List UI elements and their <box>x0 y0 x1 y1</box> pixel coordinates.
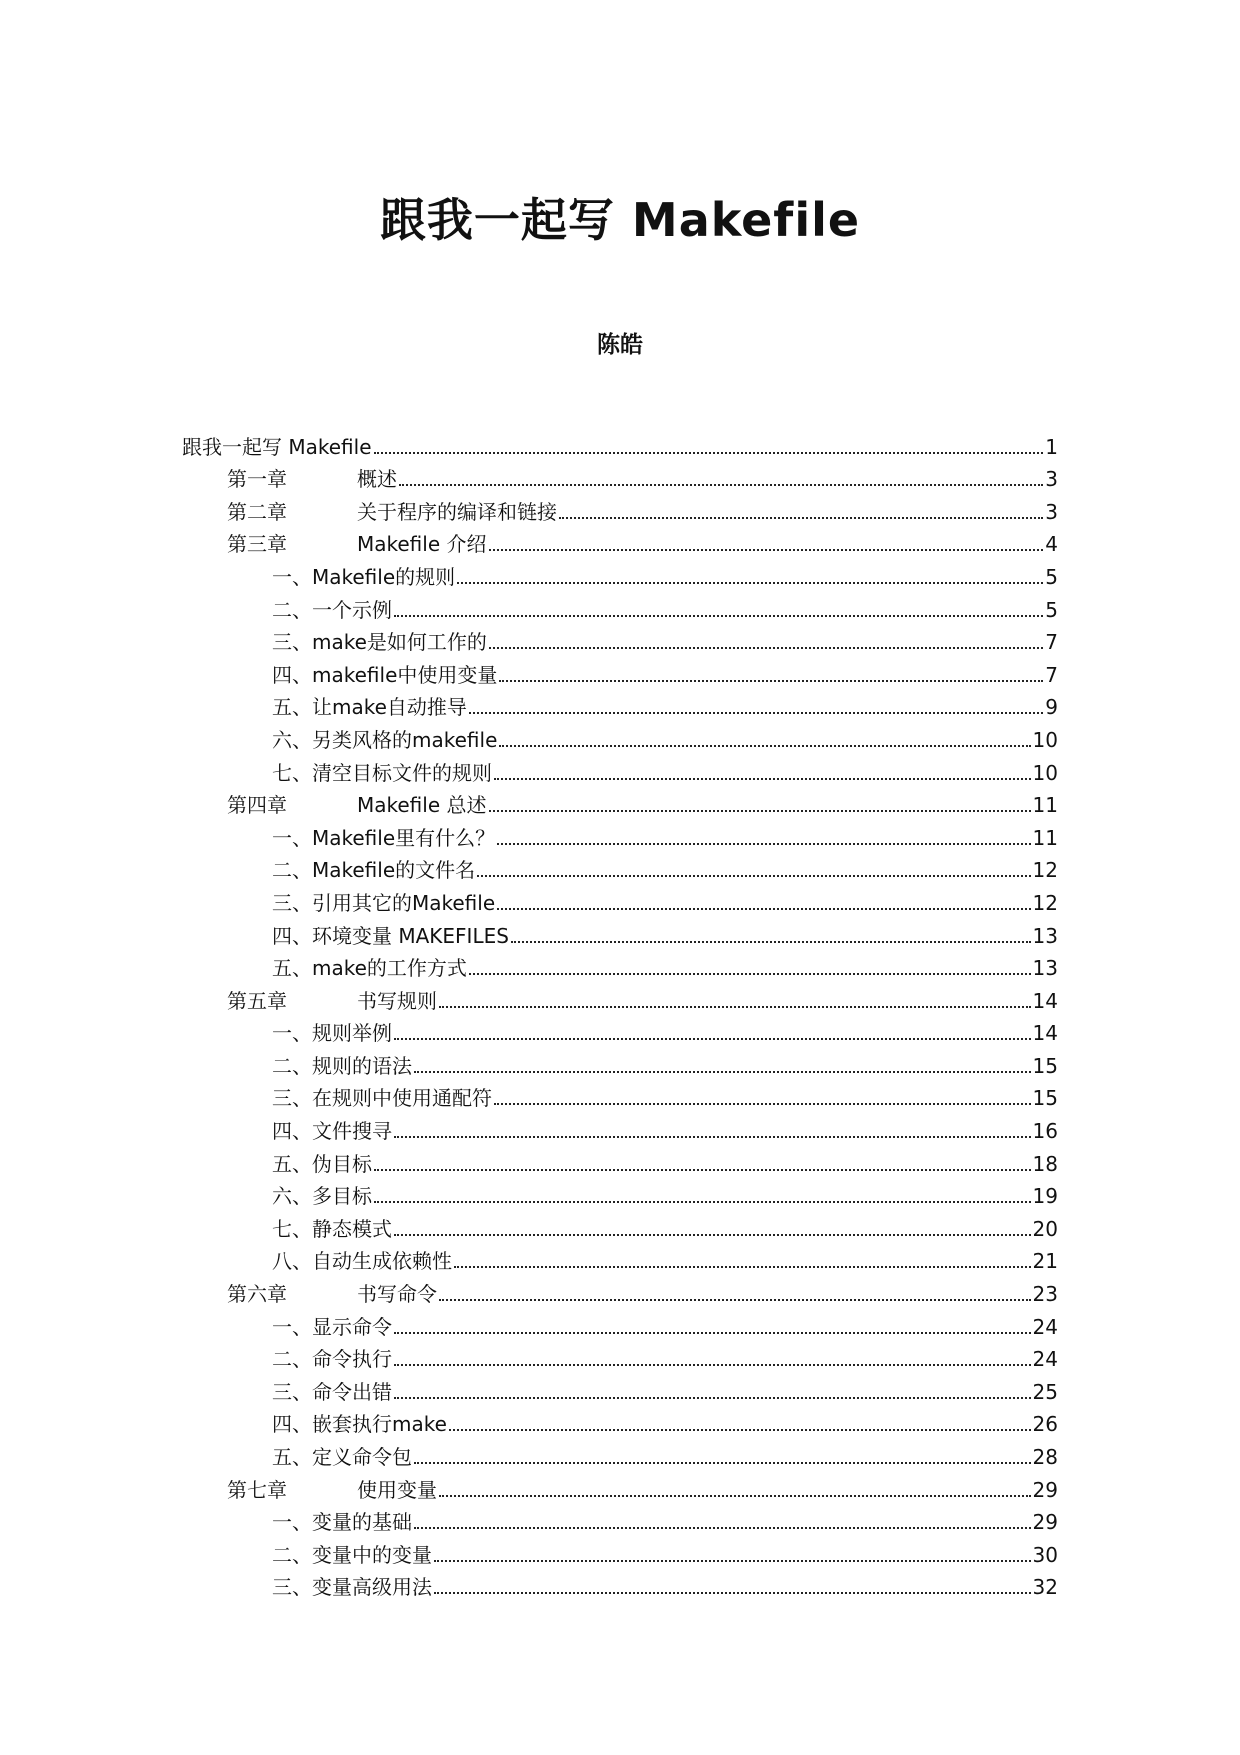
toc-entry-label-group <box>272 564 455 590</box>
toc-page-number: 10 <box>1032 727 1058 752</box>
toc-entry[interactable] <box>182 1046 1058 1079</box>
toc-entry[interactable] <box>182 460 1058 493</box>
toc-entry-label-group <box>272 1509 412 1535</box>
toc-entry-label-group <box>272 760 492 786</box>
toc-entry-label-group <box>272 1216 392 1242</box>
toc-chapter-number: 第七章 <box>227 1477 287 1502</box>
toc-entry[interactable] <box>182 1274 1058 1307</box>
toc-entry-label-group <box>272 1020 392 1046</box>
toc-entry-label-group <box>272 1151 372 1177</box>
toc-entry-title: 关于程序的编译和链接 <box>357 499 557 524</box>
toc-entry[interactable] <box>182 720 1058 753</box>
toc-entry-label-group <box>272 597 392 623</box>
toc-entry-title: 一、Makefile的规则 <box>272 564 456 589</box>
toc-entry[interactable] <box>182 1242 1058 1275</box>
toc-dot-leader <box>394 1234 1031 1236</box>
toc-entry-label-group <box>272 727 497 753</box>
toc-entry[interactable] <box>182 1177 1058 1210</box>
toc-entry-title: 三、引用其它的Makefile <box>272 890 496 915</box>
toc-dot-leader <box>454 1266 1031 1268</box>
toc-dot-leader <box>469 712 1043 714</box>
toc-page-number: 5 <box>1045 564 1058 589</box>
toc-page-number: 29 <box>1032 1510 1058 1535</box>
toc-dot-leader <box>489 549 1044 551</box>
toc-entry-label-group <box>272 1346 392 1372</box>
toc-dot-leader <box>394 615 1043 617</box>
toc-entry-label-group <box>272 923 509 949</box>
toc-dot-leader <box>499 680 1043 682</box>
toc-dot-leader <box>394 1136 1031 1138</box>
toc-dot-leader <box>439 1006 1031 1008</box>
toc-dot-leader <box>499 745 1030 747</box>
document-author: 陈皓 <box>597 332 643 358</box>
toc-page-number: 13 <box>1032 956 1058 981</box>
toc-dot-leader <box>497 843 1030 845</box>
toc-dot-leader <box>414 1462 1031 1464</box>
toc-page-number: 18 <box>1032 1151 1058 1176</box>
toc-entry-title: 五、定义命令包 <box>272 1445 412 1469</box>
toc-entry-title: Makefile 介绍 <box>357 532 487 557</box>
toc-chapter-number: 第四章 <box>227 793 287 818</box>
toc-chapter-number: 第一章 <box>227 467 287 492</box>
toc-page-number: 11 <box>1032 793 1058 818</box>
toc-entry-title: 五、make的工作方式 <box>272 956 467 981</box>
toc-dot-leader <box>449 1429 1031 1431</box>
toc-entry[interactable] <box>182 1503 1058 1536</box>
toc-entry-label-group <box>272 662 497 688</box>
toc-entry[interactable] <box>182 623 1058 656</box>
toc-entry[interactable] <box>182 1568 1058 1601</box>
toc-entry[interactable] <box>182 1470 1058 1503</box>
toc-entry-title: 四、环境变量 MAKEFILES <box>272 923 509 948</box>
toc-entry[interactable] <box>182 1111 1058 1144</box>
toc-dot-leader <box>394 1364 1031 1366</box>
toc-entry-label-group <box>272 1411 447 1437</box>
toc-entry[interactable] <box>182 427 1058 460</box>
toc-dot-leader <box>489 647 1043 649</box>
toc-entry-title: 二、一个示例 <box>272 597 392 622</box>
toc-page-number: 15 <box>1032 1053 1058 1078</box>
toc-dot-leader <box>439 1495 1031 1497</box>
document-title: 跟我一起写 Makefile <box>379 193 861 247</box>
toc-page-number: 14 <box>1032 988 1058 1013</box>
toc-entry[interactable] <box>182 851 1058 884</box>
toc-entry-label-group <box>227 466 397 492</box>
toc-entry-title: 六、另类风格的makefile <box>272 727 498 752</box>
toc-entry-label-group <box>272 1574 432 1600</box>
toc-entry[interactable] <box>182 949 1058 982</box>
toc-entry-title: 概述 <box>357 467 397 492</box>
toc-dot-leader <box>414 1527 1031 1529</box>
toc-entry-title: 二、Makefile的文件名 <box>272 858 476 883</box>
toc-page-number: 26 <box>1032 1412 1058 1437</box>
toc-entry[interactable] <box>182 1437 1058 1470</box>
toc-entry[interactable] <box>182 1535 1058 1568</box>
toc-page-number: 19 <box>1032 1184 1058 1209</box>
toc-dot-leader <box>374 1201 1031 1203</box>
toc-page-number: 16 <box>1032 1119 1058 1144</box>
toc-entry-label-group <box>272 1183 372 1209</box>
toc-entry-label-group <box>272 955 467 981</box>
toc-entry-title: 七、静态模式 <box>272 1216 392 1241</box>
toc-entry-title: 四、makefile中使用变量 <box>272 662 498 687</box>
toc-entry[interactable] <box>182 1372 1058 1405</box>
toc-entry-label-group <box>272 1542 432 1568</box>
toc-entry-title: 二、命令执行 <box>272 1347 392 1372</box>
toc-entry-label-group <box>227 1477 437 1503</box>
toc-dot-leader <box>394 1332 1031 1334</box>
toc-entry-label-group <box>272 1053 412 1079</box>
toc-entry[interactable] <box>182 1405 1058 1438</box>
toc-entry-label-group <box>227 499 557 525</box>
toc-entry-title: Makefile 总述 <box>357 793 487 818</box>
toc-chapter-number: 第五章 <box>227 988 287 1013</box>
toc-entry-title: 书写命令 <box>357 1282 437 1307</box>
table-of-contents <box>182 427 1058 1600</box>
toc-chapter-number: 第三章 <box>227 532 287 557</box>
toc-entry-label-group <box>227 531 487 557</box>
toc-entry-title: 三、变量高级用法 <box>272 1575 432 1600</box>
toc-dot-leader <box>497 908 1030 910</box>
toc-entry-label-group <box>272 1379 392 1405</box>
toc-page-number: 7 <box>1045 630 1058 655</box>
toc-entry-title: 三、命令出错 <box>272 1379 392 1404</box>
toc-entry[interactable] <box>182 753 1058 786</box>
toc-entry[interactable] <box>182 655 1058 688</box>
toc-dot-leader <box>434 1592 1031 1594</box>
toc-page-number: 24 <box>1032 1314 1058 1339</box>
toc-entry[interactable] <box>182 786 1058 819</box>
toc-chapter-number: 第六章 <box>227 1282 287 1307</box>
toc-entry[interactable] <box>182 525 1058 558</box>
toc-entry-title: 一、显示命令 <box>272 1314 392 1339</box>
toc-entry-label-group <box>272 1248 452 1274</box>
toc-entry-label-group <box>227 988 437 1014</box>
toc-dot-leader <box>374 1169 1031 1171</box>
toc-entry-title: 二、变量中的变量 <box>272 1542 432 1567</box>
toc-chapter-number: 第二章 <box>227 499 287 524</box>
toc-entry[interactable] <box>182 1340 1058 1373</box>
toc-dot-leader <box>477 875 1030 877</box>
toc-dot-leader <box>494 1103 1031 1105</box>
toc-dot-leader <box>394 1038 1031 1040</box>
toc-entry-title: 三、在规则中使用通配符 <box>272 1086 492 1111</box>
toc-entry-label-group <box>182 434 372 460</box>
toc-entry[interactable] <box>182 1209 1058 1242</box>
toc-page-number: 10 <box>1032 760 1058 785</box>
toc-entry-title: 六、多目标 <box>272 1184 372 1209</box>
toc-entry-title: 书写规则 <box>357 988 437 1013</box>
toc-page-number: 11 <box>1032 825 1058 850</box>
toc-entry-title: 三、make是如何工作的 <box>272 630 487 655</box>
toc-entry-label-group <box>272 890 495 916</box>
toc-page-number: 5 <box>1045 597 1058 622</box>
toc-entry-label-group <box>272 1085 492 1111</box>
toc-entry[interactable] <box>182 688 1058 721</box>
toc-page-number: 20 <box>1032 1216 1058 1241</box>
toc-page-number: 4 <box>1045 532 1058 557</box>
toc-page-number: 32 <box>1032 1575 1058 1600</box>
toc-page-number: 15 <box>1032 1086 1058 1111</box>
toc-dot-leader <box>414 1071 1031 1073</box>
toc-page-number: 21 <box>1032 1249 1058 1274</box>
toc-page-number: 3 <box>1045 467 1058 492</box>
toc-dot-leader <box>394 1397 1031 1399</box>
toc-page-number: 28 <box>1032 1445 1058 1469</box>
toc-page-number: 29 <box>1032 1477 1058 1502</box>
toc-entry-title: 五、让make自动推导 <box>272 695 467 720</box>
toc-entry[interactable] <box>182 557 1058 590</box>
toc-entry-title: 五、伪目标 <box>272 1151 372 1176</box>
toc-dot-leader <box>511 941 1031 943</box>
toc-entry-label-group <box>227 792 487 818</box>
toc-entry[interactable] <box>182 1014 1058 1047</box>
toc-entry-title: 四、嵌套执行make <box>272 1412 447 1437</box>
toc-entry-label-group <box>272 857 475 883</box>
toc-dot-leader <box>489 810 1031 812</box>
toc-dot-leader <box>439 1299 1031 1301</box>
toc-entry-title: 四、文件搜寻 <box>272 1119 392 1144</box>
toc-entry-label-group <box>272 694 467 720</box>
toc-entry-title: 一、规则举例 <box>272 1021 392 1046</box>
toc-entry[interactable] <box>182 883 1058 916</box>
toc-entry-label-group <box>272 825 495 851</box>
toc-entry[interactable] <box>182 1144 1058 1177</box>
toc-entry[interactable] <box>182 1307 1058 1340</box>
toc-page-number: 1 <box>1045 434 1058 459</box>
toc-page-number: 24 <box>1032 1347 1058 1372</box>
toc-entry-title: 使用变量 <box>357 1477 437 1502</box>
toc-page-number: 30 <box>1032 1542 1058 1567</box>
toc-dot-leader <box>469 973 1031 975</box>
toc-entry[interactable] <box>182 818 1058 851</box>
toc-entry-label-group <box>272 629 487 655</box>
toc-entry[interactable] <box>182 981 1058 1014</box>
toc-dot-leader <box>434 1560 1031 1562</box>
toc-page-number: 13 <box>1032 923 1058 948</box>
toc-entry-label-group <box>272 1118 392 1144</box>
toc-dot-leader <box>494 778 1031 780</box>
toc-page-number: 3 <box>1045 499 1058 524</box>
toc-entry-title: 七、清空目标文件的规则 <box>272 760 492 785</box>
toc-entry-label-group <box>272 1444 412 1470</box>
toc-entry-title: 一、Makefile里有什么？ <box>272 825 496 850</box>
toc-page-number: 9 <box>1045 695 1058 720</box>
toc-entry-title: 跟我一起写 Makefile <box>182 434 372 459</box>
toc-dot-leader <box>457 582 1043 584</box>
toc-entry-label-group <box>272 1314 392 1340</box>
toc-page-number: 12 <box>1032 890 1058 915</box>
toc-dot-leader <box>559 517 1043 519</box>
toc-page-number: 7 <box>1045 662 1058 687</box>
toc-entry[interactable] <box>182 590 1058 623</box>
toc-page-number: 23 <box>1032 1282 1058 1307</box>
toc-entry-title: 二、规则的语法 <box>272 1053 412 1078</box>
toc-page-number: 12 <box>1032 858 1058 883</box>
toc-dot-leader <box>399 484 1043 486</box>
toc-page-number: 14 <box>1032 1021 1058 1046</box>
toc-entry-title: 八、自动生成依赖性 <box>272 1249 452 1274</box>
toc-page-number: 25 <box>1032 1379 1058 1404</box>
toc-entry[interactable] <box>182 916 1058 949</box>
toc-entry[interactable] <box>182 492 1058 525</box>
toc-entry-label-group <box>227 1281 437 1307</box>
toc-entry-title: 一、变量的基础 <box>272 1510 412 1535</box>
toc-entry[interactable] <box>182 1079 1058 1112</box>
toc-dot-leader <box>374 452 1044 454</box>
